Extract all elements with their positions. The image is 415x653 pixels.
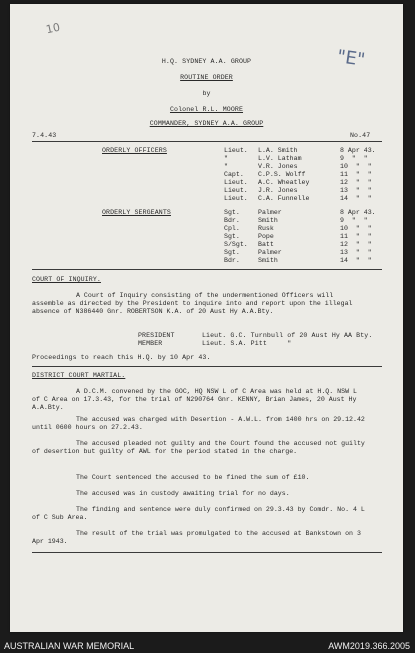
member-label: MEMBER: [138, 340, 163, 347]
officer-name: L.V. Latham: [258, 155, 302, 162]
court-martial-para-4: The Court sentenced the accused to be fined the sum of £10.: [76, 474, 310, 481]
officer-name: C.A. Funnelle: [258, 195, 310, 202]
officer-name: V.R. Jones: [258, 163, 298, 170]
court-martial-para-7: The result of the trial was promulgated to the accused at Bankstown on 3 Apr 1943.: [32, 530, 361, 545]
sergeant-name: Palmer: [258, 209, 282, 216]
header-line-routine-order: ROUTINE ORDER: [180, 74, 233, 81]
archive-name: AUSTRALIAN WAR MEMORIAL: [4, 641, 135, 651]
order-date: 7.4.43: [32, 132, 57, 139]
court-of-inquiry-paragraph: A Court of Inquiry consisting of the undermentioned Officers will assemble as directed by the President to inquire into and report upon the illegal absence of N386440 Gnr. ROBERTSON K.A. of 20 Aust Hy A.A.Bty.: [32, 292, 353, 315]
officer-name: A.C. Wheatley: [258, 179, 310, 186]
sergeant-name: Batt: [258, 241, 274, 248]
sergeant-date: 9 " ": [340, 217, 368, 224]
section-divider-1: [32, 269, 382, 270]
sergeant-date: 12 " ": [340, 241, 372, 248]
president-name: Lieut. G.C. Turnbull of 20 Aust Hy AA Bty.: [202, 332, 373, 339]
header-line-commander: COMMANDER, SYDNEY A.A. GROUP: [149, 120, 264, 127]
archive-footer: [0, 640, 415, 653]
officer-date: 12 " ": [340, 179, 372, 186]
sergeant-date: 11 " ": [340, 233, 372, 240]
section-divider-2: [32, 366, 382, 367]
court-martial-para-3: The accused pleaded not guilty and the Court found the accused not guilty of desertion but guilty of AWL for the period stated in the charge.: [32, 440, 365, 455]
sergeant-date: 13 " ": [340, 249, 372, 256]
officer-date: 11 " ": [340, 171, 372, 178]
officer-name: C.P.S. Wolff: [258, 171, 306, 178]
member-name: Lieut. S.A. Pitt ": [202, 340, 292, 347]
sergeant-rank: Cpl.: [224, 225, 240, 232]
court-martial-para-2: The accused was charged with Desertion - A.W.L. from 1400 hrs on 29.12.42 until 0600 hours on 27.2.43.: [32, 416, 365, 431]
court-martial-para-5: The accused was in custody awaiting trial for no days.: [76, 490, 290, 497]
sergeant-date: 8 Apr 43.: [340, 209, 376, 216]
header-line-colonel: Colonel R.L. MOORE: [169, 106, 244, 113]
header-line-unit: H.Q. SYDNEY A.A. GROUP: [161, 58, 252, 65]
court-martial-heading: DISTRICT COURT MARTIAL.: [32, 372, 126, 379]
section-divider-3: [32, 552, 382, 553]
officer-name: L.A. Smith: [258, 147, 298, 154]
document-page: [10, 4, 403, 632]
sergeant-name: Palmer: [258, 249, 282, 256]
handwritten-number: 10: [44, 20, 62, 37]
officer-date: 14 " ": [340, 195, 372, 202]
officer-date: 9 " ": [340, 155, 368, 162]
officer-rank: Lieut.: [224, 179, 248, 186]
sergeant-name: Rusk: [258, 225, 274, 232]
court-martial-para-1: A D.C.M. convened by the GOC, HQ NSW L of C Area was held at H.Q. NSW L of C Area on 17.3.43, for the trial of N290764 Gnr. KENNY, Brian James, 20 Aust Hy A.A.Bty.: [32, 388, 357, 411]
sergeant-name: Smith: [258, 217, 278, 224]
officer-date: 10 " ": [340, 163, 372, 170]
archive-reference: AWM2019.366.2005: [328, 641, 410, 651]
handwritten-corner-mark: "E": [335, 46, 367, 71]
sergeant-rank: S/Sgt.: [224, 241, 248, 248]
sergeant-rank: Sgt.: [224, 233, 240, 240]
officer-rank: Lieut.: [224, 187, 248, 194]
orderly-officers-heading: ORDERLY OFFICERS: [102, 147, 167, 154]
officer-rank: Capt.: [224, 171, 244, 178]
sergeant-rank: Bdr.: [224, 257, 240, 264]
court-of-inquiry-heading: COURT OF INQUIRY.: [32, 276, 101, 283]
officer-date: 8 Apr 43.: [340, 147, 376, 154]
sergeant-date: 14 " ": [340, 257, 372, 264]
orderly-sergeants-heading: ORDERLY SERGEANTS: [102, 209, 171, 216]
proceedings-deadline: Proceedings to reach this H.Q. by 10 Apr 43.: [32, 354, 211, 361]
sergeant-rank: Bdr.: [224, 217, 240, 224]
order-number: No.47: [350, 132, 371, 139]
sergeant-date: 10 " ": [340, 225, 372, 232]
officer-name: J.R. Jones: [258, 187, 298, 194]
sergeant-rank: Sgt.: [224, 209, 240, 216]
officer-rank: Lieut.: [224, 195, 248, 202]
court-martial-para-6: The finding and sentence were duly confirmed on 29.3.43 by Comdr. No. 4 L of C Sub Area.: [32, 506, 365, 521]
officer-date: 13 " ": [340, 187, 372, 194]
president-label: PRESIDENT: [138, 332, 175, 339]
sergeant-name: Pope: [258, 233, 274, 240]
header-divider: [32, 141, 382, 142]
header-line-by: by: [202, 90, 211, 97]
officer-rank: ": [224, 163, 228, 170]
officer-rank: ": [224, 155, 228, 162]
officer-rank: Lieut.: [224, 147, 248, 154]
sergeant-rank: Sgt.: [224, 249, 240, 256]
sergeant-name: Smith: [258, 257, 278, 264]
